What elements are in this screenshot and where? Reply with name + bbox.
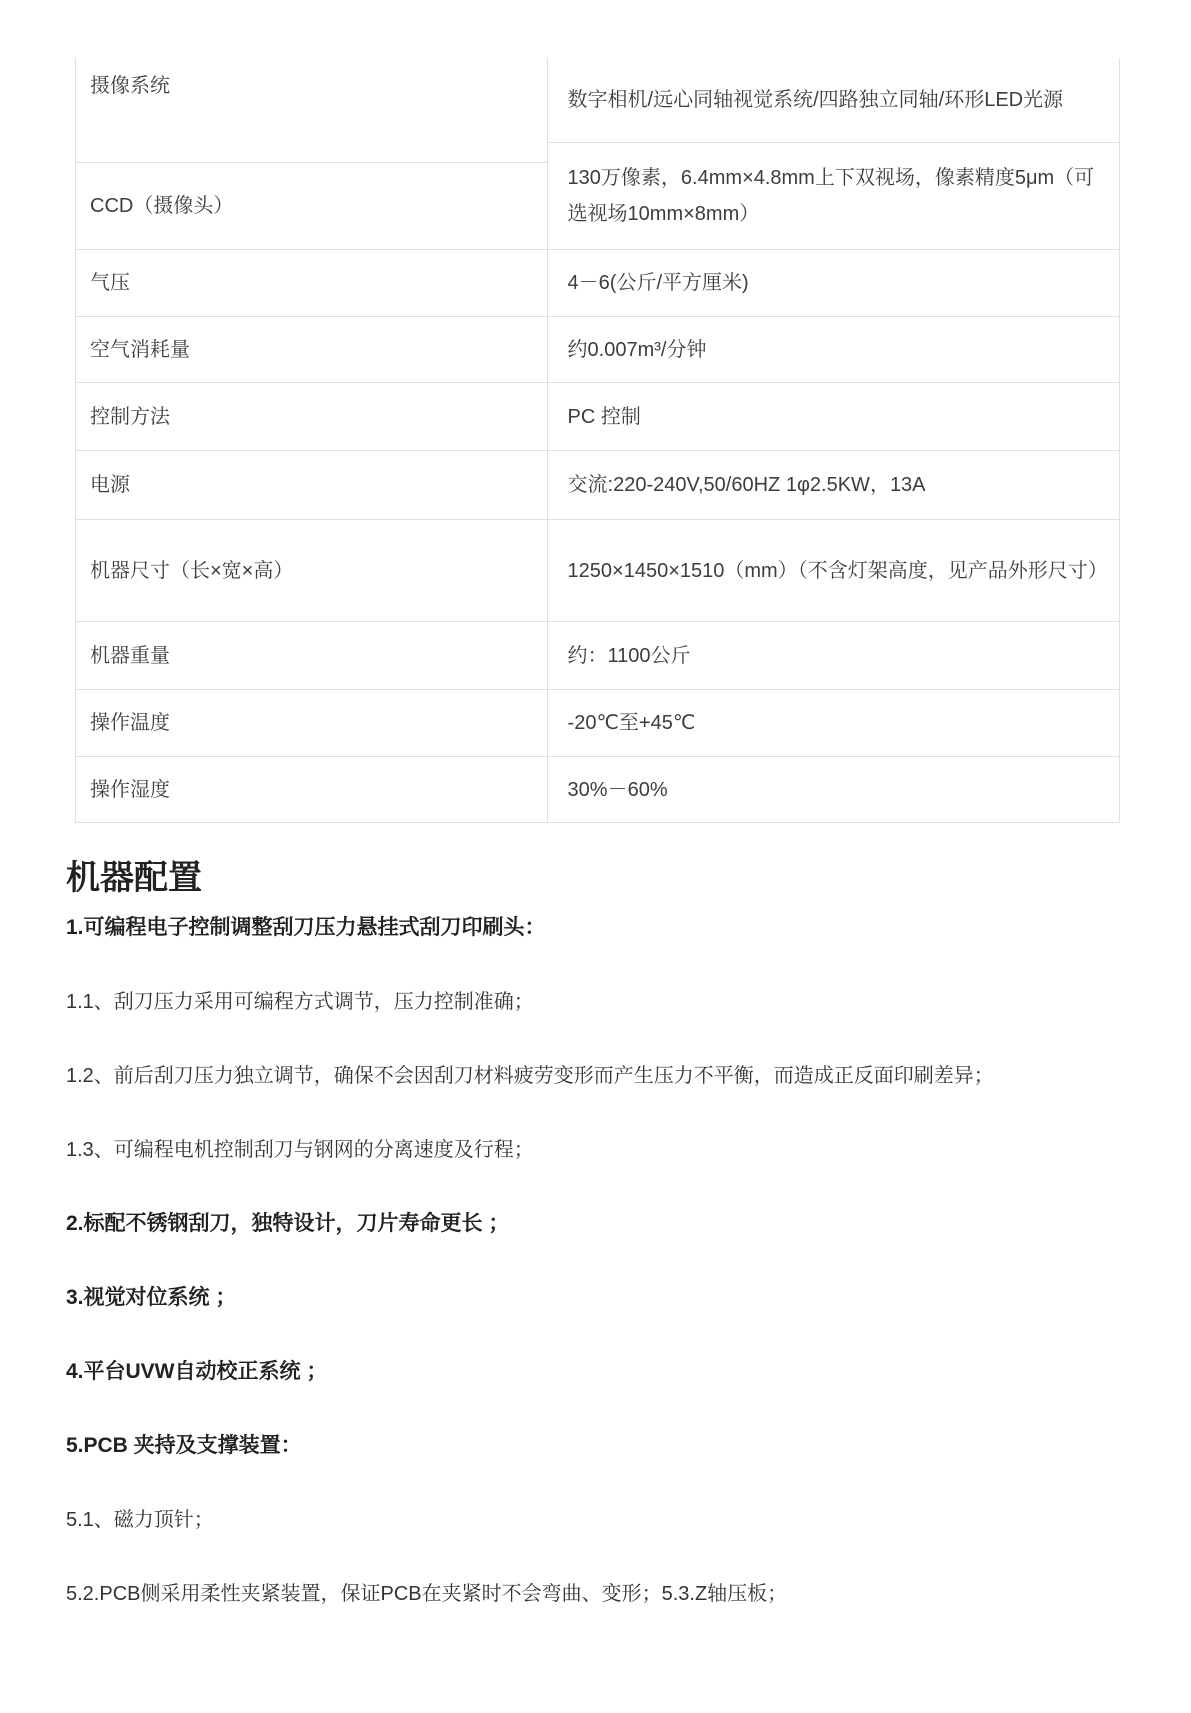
spec-table (75, 58, 1120, 823)
spec-label: 操作温度 (76, 690, 547, 757)
spec-label: 空气消耗量 (76, 317, 547, 383)
config-item: 5.PCB 夹持及支撑装置： (66, 1434, 302, 1457)
spec-value: 30%－60% (548, 757, 1119, 823)
config-item: 1.可编程电子控制调整刮刀压力悬挂式刮刀印刷头： (66, 916, 546, 939)
spec-label: 操作湿度 (76, 757, 547, 823)
spec-value: 4－6(公斤/平方厘米) (548, 250, 1119, 317)
config-item: 3.视觉对位系统 ； (66, 1286, 237, 1309)
config-item: 5.2.PCB侧采用柔性夹紧装置，保证PCB在夹紧时不会弯曲、变形；5.3.Z轴压板； (66, 1583, 788, 1605)
spec-table-value-column (548, 58, 1119, 823)
spec-table-label-column (76, 58, 548, 823)
config-item: 4.平台UVW自动校正系统 ； (66, 1360, 328, 1383)
spec-value: 1250×1450×1510（mm）（不含灯架高度，见产品外形尺寸） (548, 520, 1119, 622)
spec-value: 约：1100公斤 (548, 622, 1119, 690)
spec-value: 数字相机/远心同轴视觉系统/四路独立同轴/环形LED光源 (548, 58, 1119, 143)
spec-value: PC 控制 (548, 383, 1119, 451)
config-item: 5.1、磁力顶针； (66, 1509, 214, 1531)
spec-label: 电源 (76, 451, 547, 520)
spec-value: -20℃至+45℃ (548, 690, 1119, 757)
section-title: 机器配置 (66, 859, 202, 897)
config-item: 1.2、前后刮刀压力独立调节，确保不会因刮刀材料疲劳变形而产生压力不平衡，而造成正反面印刷差异； (66, 1065, 994, 1087)
config-item: 1.3、可编程电机控制刮刀与钢网的分离速度及行程； (66, 1139, 534, 1161)
spec-label: 机器尺寸（长×宽×高） (76, 520, 547, 622)
spec-label: 气压 (76, 250, 547, 317)
spec-value: 交流:220-240V,50/60HZ 1φ2.5KW，13A (548, 451, 1119, 520)
spec-label: 控制方法 (76, 383, 547, 451)
spec-label: 摄像系统 (76, 58, 547, 163)
spec-value: 约0.007m³/分钟 (548, 317, 1119, 383)
spec-label: CCD（摄像头） (76, 163, 547, 250)
config-item: 2.标配不锈钢刮刀，独特设计，刀片寿命更长 ； (66, 1212, 510, 1235)
spec-label: 机器重量 (76, 622, 547, 690)
config-item: 1.1、刮刀压力采用可编程方式调节，压力控制准确； (66, 991, 534, 1013)
spec-value: 130万像素，6.4mm×4.8mm上下双视场，像素精度5μm（可选视场10mm×8mm） (548, 143, 1119, 250)
